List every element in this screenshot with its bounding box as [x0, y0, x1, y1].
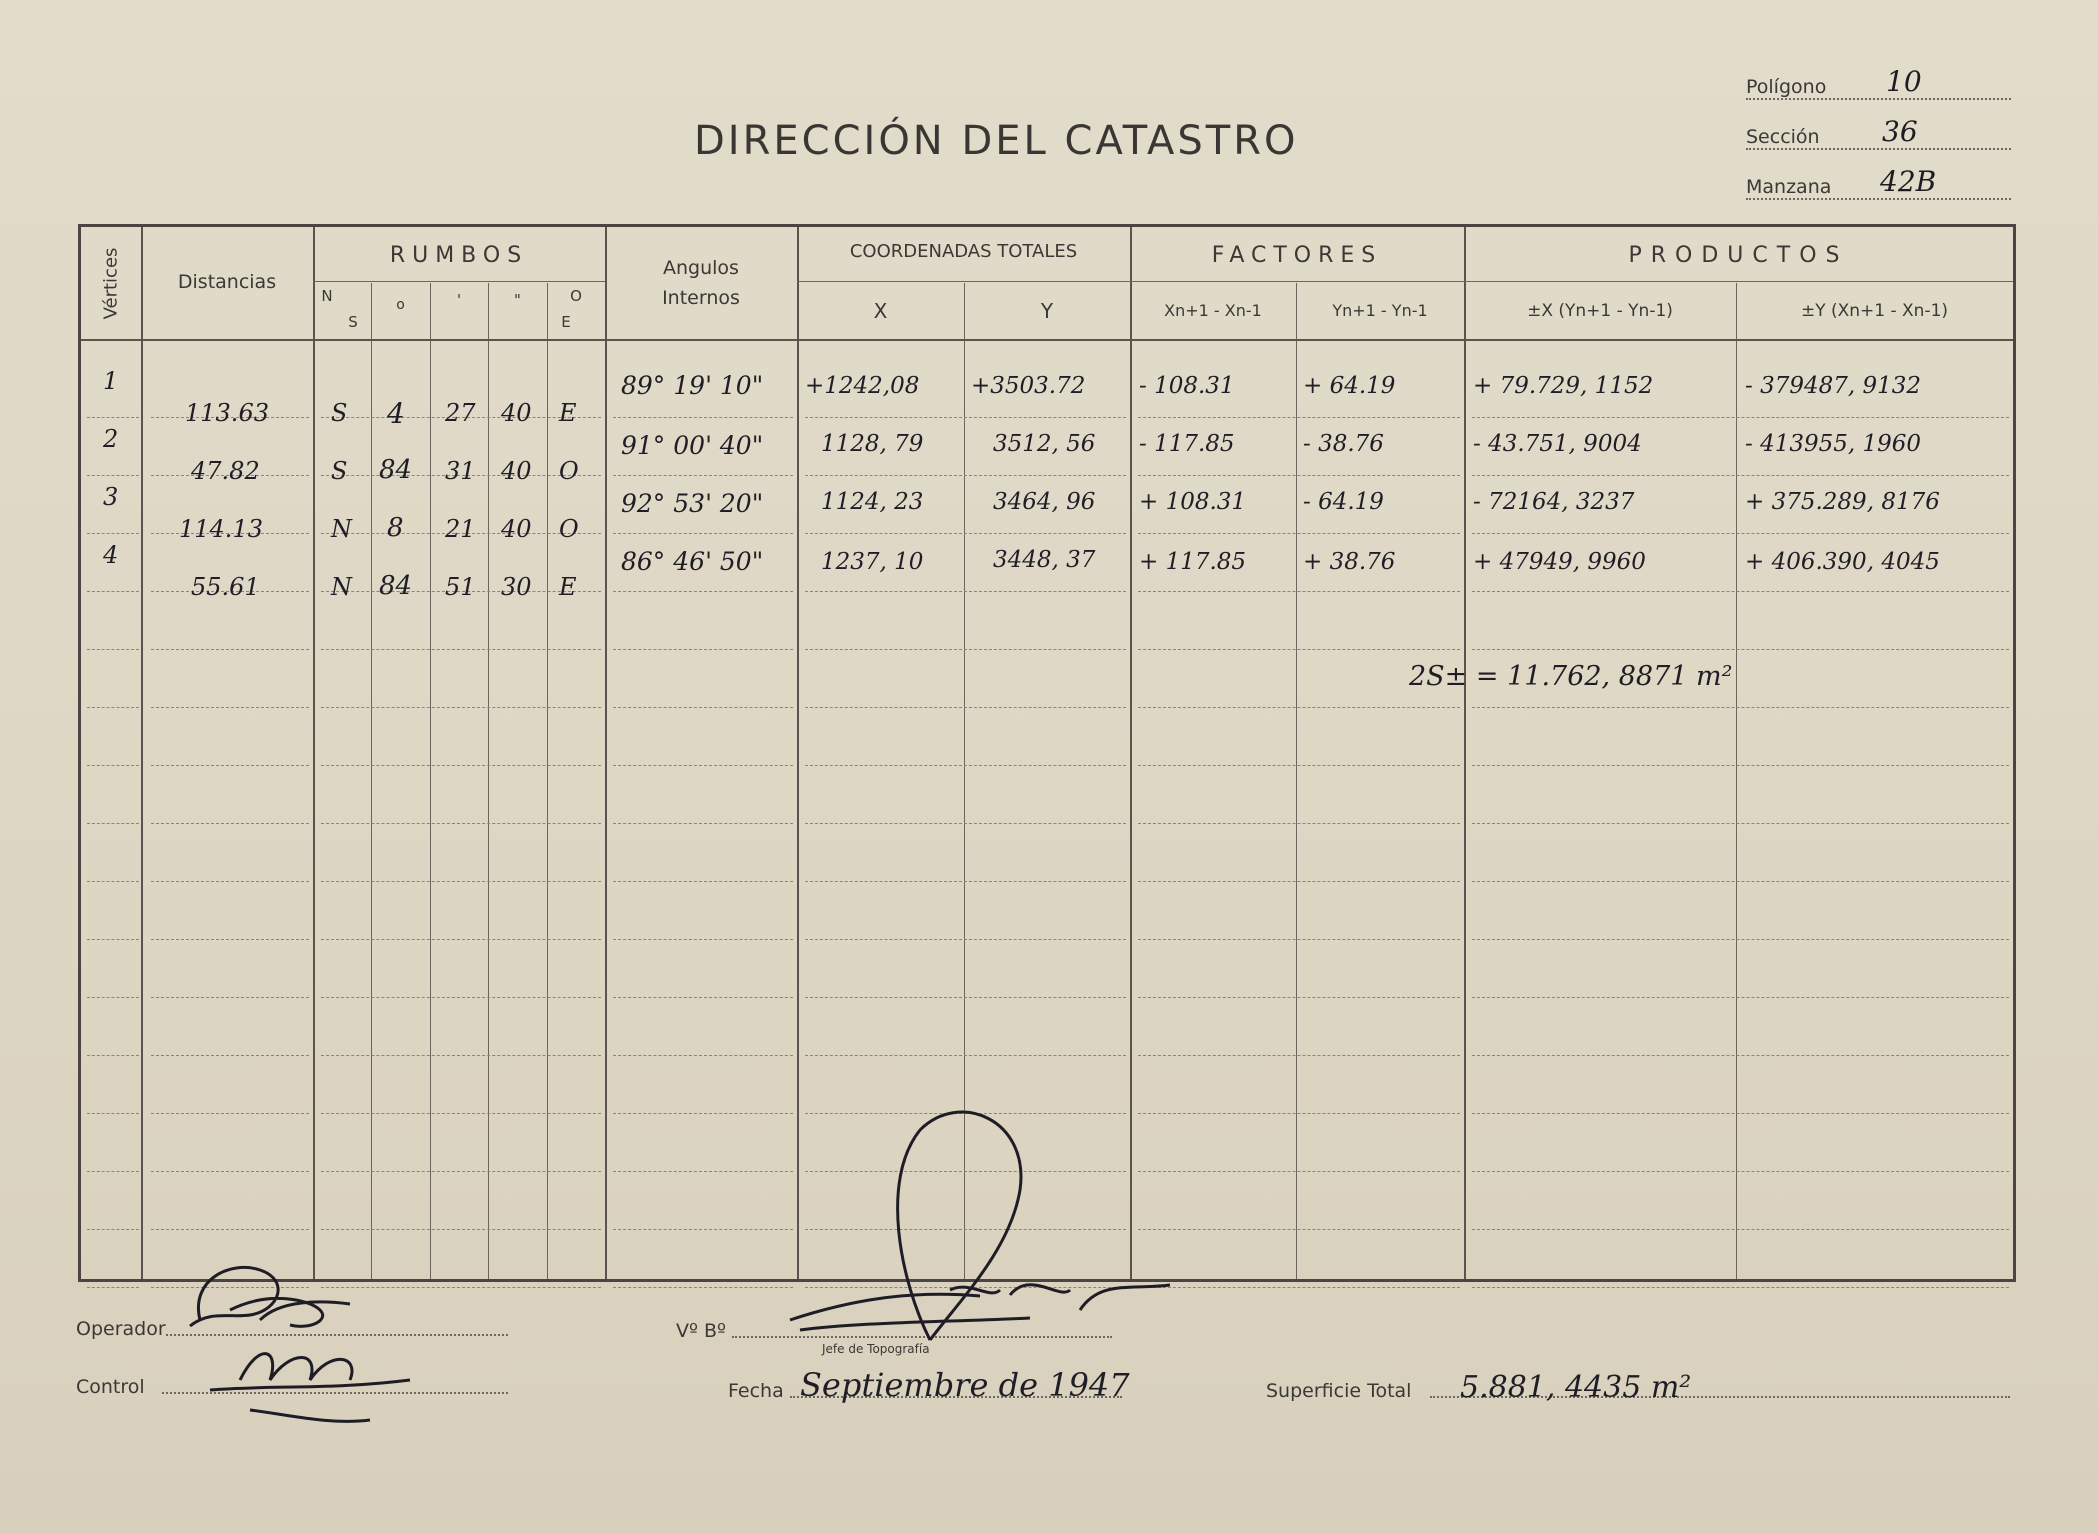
ruling-line — [87, 1055, 139, 1056]
superficie-label: Superficie Total — [1266, 1380, 1412, 1402]
control-label: Control — [76, 1376, 145, 1398]
vertex-4: 4 — [103, 541, 119, 569]
sum-note: 2S± = 11.762, 8871 m² — [1409, 661, 1733, 692]
poligono-label: Polígono — [1746, 76, 1827, 98]
ruling-line — [151, 881, 309, 882]
ruling-line — [1472, 1287, 2009, 1288]
ruling-line — [321, 823, 601, 824]
ruling-line — [1472, 417, 2009, 418]
vb-label: Vº Bº — [676, 1320, 726, 1342]
ruling-line — [87, 1229, 139, 1230]
ruling-line — [805, 417, 1126, 418]
ruling-line — [151, 1113, 309, 1114]
ruling-line — [87, 881, 139, 882]
ruling-line — [87, 1171, 139, 1172]
col-x-header: X — [873, 299, 888, 323]
fecha-label: Fecha — [728, 1380, 784, 1402]
fecha-value: Septiembre de 1947 — [800, 1366, 1130, 1404]
ruling-line — [613, 591, 793, 592]
ruling-line — [1138, 533, 1460, 534]
ruling-line — [613, 881, 793, 882]
ruling-line — [805, 707, 1126, 708]
ruling-line — [321, 881, 601, 882]
ruling-line — [1138, 1287, 1460, 1288]
rumbos-o-header: O — [570, 287, 582, 305]
ruling-line — [1472, 939, 2009, 940]
ruling-line — [1472, 1055, 2009, 1056]
seccion-field — [1746, 114, 2011, 150]
ruling-line — [1138, 475, 1460, 476]
ruling-line — [1138, 823, 1460, 824]
ruling-line — [1138, 1055, 1460, 1056]
ruling-line — [805, 939, 1126, 940]
ruling-line — [151, 649, 309, 650]
ruling-line — [1472, 707, 2009, 708]
col-distancias-header: Distancias — [177, 271, 277, 293]
ruling-line — [1472, 823, 2009, 824]
vertex-3: 3 — [103, 483, 119, 511]
col-fx-header: Xn+1 - Xn-1 — [1164, 301, 1262, 320]
ruling-line — [805, 997, 1126, 998]
col-angulos-header-1: Angulos — [663, 257, 739, 279]
manzana-field — [1746, 164, 2011, 200]
col-px-header: ±X (Yn+1 - Yn-1) — [1527, 301, 1673, 321]
ruling-line — [613, 997, 793, 998]
ruling-line — [1138, 707, 1460, 708]
ruling-line — [87, 1287, 139, 1288]
ruling-line — [151, 823, 309, 824]
ruling-line — [87, 823, 139, 824]
ruling-line — [87, 707, 139, 708]
ruling-line — [805, 765, 1126, 766]
ruling-line — [321, 765, 601, 766]
operador-label: Operador — [76, 1318, 166, 1340]
rumbos-s-header: S — [348, 313, 358, 331]
ruling-line — [1138, 1113, 1460, 1114]
ruling-line — [151, 1055, 309, 1056]
ruling-line — [613, 939, 793, 940]
rumbos-deg-header: o — [396, 297, 405, 313]
ruling-line — [87, 649, 139, 650]
rumbos-sec-header: " — [514, 291, 521, 309]
col-factores-header: FACTORES — [1211, 243, 1383, 268]
col-productos-header: PRODUCTOS — [1628, 243, 1849, 268]
ruling-line — [1138, 939, 1460, 940]
ruling-line — [87, 591, 139, 592]
rumbos-min-header: ' — [456, 291, 462, 309]
col-y-header: Y — [1040, 299, 1054, 323]
ruling-line — [805, 475, 1126, 476]
ruling-line — [87, 997, 139, 998]
seccion-value: 36 — [1882, 115, 1918, 148]
ruling-line — [321, 1171, 601, 1172]
ruling-line — [87, 475, 139, 476]
ruling-line — [613, 707, 793, 708]
vertex-2: 2 — [103, 425, 119, 453]
ruling-line — [87, 417, 139, 418]
col-vertices-header: Vértices — [100, 247, 122, 319]
ruling-line — [805, 591, 1126, 592]
seccion-label: Sección — [1746, 126, 1820, 148]
ruling-line — [1138, 765, 1460, 766]
ruling-line — [1472, 533, 2009, 534]
ruling-line — [321, 1113, 601, 1114]
ruling-line — [805, 649, 1126, 650]
vertex-1: 1 — [103, 367, 119, 395]
ruling-line — [1472, 997, 2009, 998]
ruling-line — [321, 997, 601, 998]
ruling-line — [1138, 1171, 1460, 1172]
ruling-line — [805, 881, 1126, 882]
ruling-line — [805, 533, 1126, 534]
poligono-field — [1746, 64, 2011, 100]
ruling-line — [1472, 765, 2009, 766]
jefe-signature — [700, 1100, 1180, 1360]
jefe-label: Jefe de Topografía — [822, 1342, 930, 1356]
ruling-line — [151, 707, 309, 708]
superficie-value: 5.881, 4435 m² — [1460, 1370, 1692, 1405]
manzana-value: 42B — [1880, 165, 1937, 198]
poligono-value: 10 — [1886, 65, 1922, 98]
ruling-line — [1138, 649, 1460, 650]
col-rumbos-header: RUMBOS — [389, 243, 529, 268]
ruling-line — [87, 533, 139, 534]
col-angulos-header-2: Internos — [662, 287, 740, 309]
ruling-line — [321, 649, 601, 650]
survey-table: Vértices Distancias RUMBOS N S o ' " O E Angulos Internos COORDENADAS TOTALES X Y FACTORES Xn+1 - Xn-1 Yn+1 - Yn-1 PRODUCTOS ±X (Yn+1 - Yn-1) ±Y (Xn+1 - Xn-1) 1 2 3 4 113.63 S 4 27 40 E 47.82 S 84 31 40 O 114.13 N 8 21 40 O 55.61 N 84 51 30 E 89° 19' 10" +1242,08 +3503.72 - 108.31 + 64.19 + 79.729, 1152 - 379487, 9132 91° 00' 40" 1128, 79 3512, 56 - 117.85 - 38.76 - 43.751, 9004 - 413955, 1960 92° 53' 20" 1124, 23 3464, 96 + 108.31 - 64.19 - 72164, 3237 + 375.289, 8176 86° 46' 50" 1237, 10 3448, 37 + 117.85 + 38.76 + 47949, 9960 + 406.390, 4045 2S± = 11.762, 8871 m² — [78, 224, 2016, 1282]
operador-signature — [170, 1240, 430, 1440]
col-py-header: ±Y (Xn+1 - Xn-1) — [1800, 301, 1949, 321]
ruling-line — [613, 475, 793, 476]
ruling-line — [87, 939, 139, 940]
ruling-line — [87, 1113, 139, 1114]
ruling-line — [1138, 1229, 1460, 1230]
ruling-line — [87, 765, 139, 766]
ruling-line — [613, 417, 793, 418]
ruling-line — [1472, 591, 2009, 592]
ruling-line — [613, 765, 793, 766]
col-fy-header: Yn+1 - Yn-1 — [1332, 301, 1428, 320]
ruling-line — [1138, 881, 1460, 882]
ruling-line — [1472, 649, 2009, 650]
ruling-line — [613, 823, 793, 824]
ruling-line — [613, 649, 793, 650]
ruling-line — [613, 533, 793, 534]
ruling-line — [321, 1229, 601, 1230]
ruling-line — [321, 707, 601, 708]
ruling-line — [613, 1055, 793, 1056]
ruling-line — [805, 1055, 1126, 1056]
ruling-line — [151, 939, 309, 940]
ruling-line — [1138, 417, 1460, 418]
ruling-line — [1472, 475, 2009, 476]
manzana-label: Manzana — [1746, 176, 1832, 198]
ruling-line — [151, 765, 309, 766]
page-title: DIRECCIÓN DEL CATASTRO — [694, 118, 1299, 164]
ruling-line — [1472, 881, 2009, 882]
ruling-line — [1138, 997, 1460, 998]
ruling-line — [321, 939, 601, 940]
ruling-line — [1472, 1171, 2009, 1172]
ruling-line — [1472, 1113, 2009, 1114]
ruling-line — [151, 1171, 309, 1172]
ruling-line — [321, 1055, 601, 1056]
col-coordenadas-header: COORDENADAS TOTALES — [849, 241, 1078, 262]
ruling-line — [151, 1229, 309, 1230]
rumbos-n-header: N — [321, 287, 333, 305]
ruling-line — [1472, 1229, 2009, 1230]
ruling-line — [151, 997, 309, 998]
ruling-line — [805, 823, 1126, 824]
ruling-line — [1138, 591, 1460, 592]
rumbos-e-header: E — [561, 313, 571, 331]
